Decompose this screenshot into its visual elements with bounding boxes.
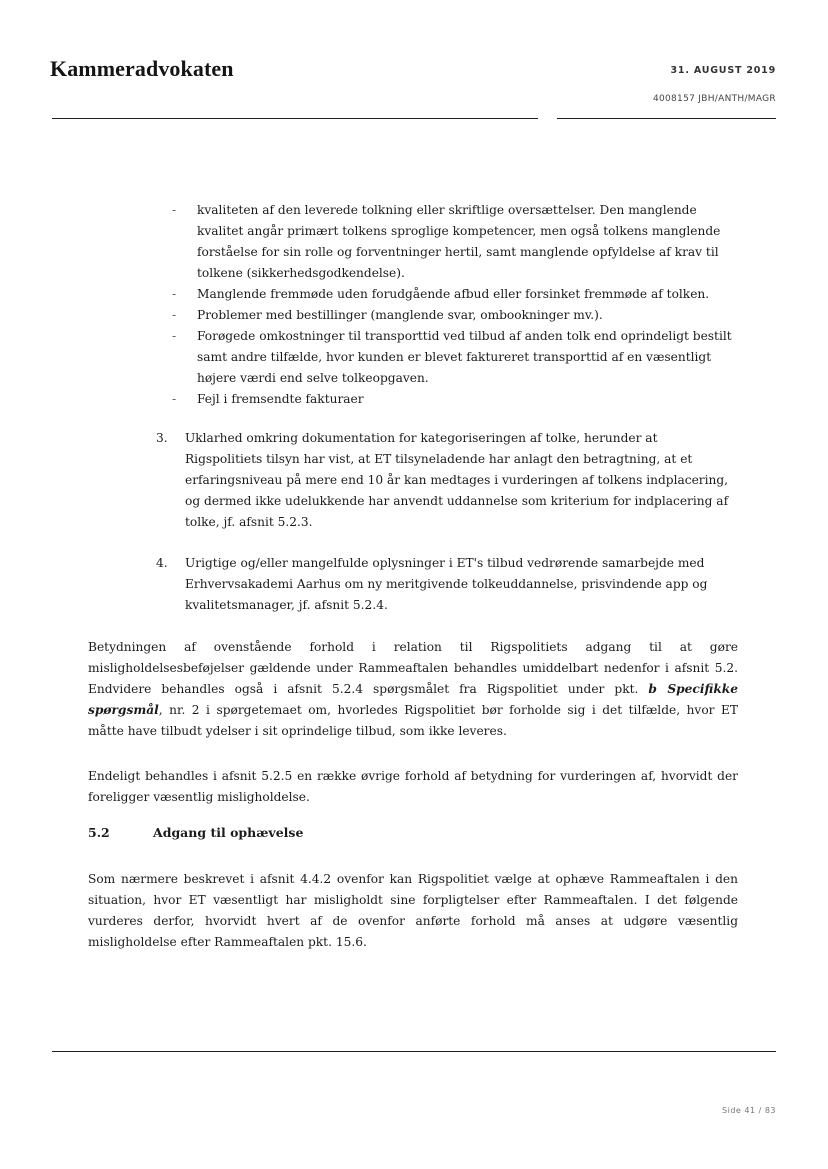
bullet-text: Fejl i fremsendte fakturaer <box>197 392 364 406</box>
document-date: 31. AUGUST 2019 <box>670 65 776 76</box>
paragraph-endeligt: Endeligt behandles i afsnit 5.2.5 en række øvrige forhold af betydning for vurderingen af, hvorvidt der foreligger væsentlig misligholdelse. <box>88 769 738 804</box>
paragraph-text: , nr. 2 i spørgetemaet om, hvorledes Rigspolitiet bør forholde sig i det tilfælde, hvor ET måtte have tilbudt ydelser i sit oprindelige tilbud, som ikke leveres. <box>88 703 738 738</box>
item-number: 3. <box>156 431 168 445</box>
section-number: 5.2 <box>88 825 110 840</box>
section-heading <box>88 825 303 840</box>
paragraph-som-naermere: Som nærmere beskrevet i afsnit 4.4.2 ovenfor kan Rigspolitiet vælge at ophæve Rammeaftalen i den situation, hvor ET væsentligt har misligholdt sine forpligtelser efter Rammeaftalen. I det følgende vurderes derfor, hvorvidt hvert af de ovenfor anførte forhold må anses at udgøre væsentlig misligholdelse efter Rammeaftalen pkt. 15.6. <box>88 872 738 949</box>
dash-bullet-icon: - <box>172 392 177 406</box>
dash-bullet-icon: - <box>172 329 177 343</box>
list-item <box>172 284 742 305</box>
list-item <box>172 389 742 410</box>
emphasis-specifikke-spoergsmaal: b Specifikke spørgsmål <box>88 682 738 717</box>
bullet-list <box>172 200 742 410</box>
list-item <box>172 326 742 389</box>
dash-bullet-icon: - <box>172 287 177 301</box>
paragraph-betydningen <box>88 637 738 742</box>
document-reference: 4008157 JBH/ANTH/MAGR <box>652 94 776 104</box>
item-text: Urigtige og/eller mangelfulde oplysninger i ET's tilbud vedrørende samarbejde med Erhvervsakademi Aarhus om ny meritgivende tolkeuddannelse, prisvindende app og kvalitetsmanager, jf. afsnit 5.2.4. <box>185 556 708 612</box>
bullet-text: kvaliteten af den leverede tolkning eller skriftlige oversættelser. Den manglende kvalitet angår primært tolkens sproglige kompetencer, men også tolkens manglende forståelse for sin rolle og forventninger hertil, samt manglende opfyldelse af krav til tolkene (sikkerhedsgodkendelse). <box>197 203 721 280</box>
section-title: Adgang til ophævelse <box>153 825 304 840</box>
header-rule-left <box>52 118 538 119</box>
list-item <box>172 200 742 284</box>
bullet-text: Forøgede omkostninger til transporttid ved tilbud af anden tolk end oprindeligt bestilt samt andre tilfælde, hvor kunden er blevet faktureret transporttid af en væsentligt højere værdi end selve tolkeopgaven. <box>197 329 732 385</box>
dash-bullet-icon: - <box>172 203 177 217</box>
numbered-item-3 <box>156 428 736 533</box>
bullet-text: Problemer med bestillinger (manglende svar, ombookninger mv.). <box>197 308 603 322</box>
item-number: 4. <box>156 556 168 570</box>
kammeradvokaten-logo: Kammeradvokaten <box>50 56 234 81</box>
item-text: Uklarhed omkring dokumentation for kategoriseringen af tolke, herunder at Rigspolitiets tilsyn har vist, at ET tilsyneladende har anlagt den betragtning, at et erfaringsniveau på mere end 10 år kan medtages i vurderingen af tolkens indplacering, og dermed ikke udelukkende har anvendt uddannelse som kriterium for indplacering af tolke, jf. afsnit 5.2.3. <box>185 431 729 529</box>
dash-bullet-icon: - <box>172 308 177 322</box>
list-item <box>172 305 742 326</box>
footer-rule <box>52 1051 776 1052</box>
page-number: Side 41 / 83 <box>722 1106 776 1115</box>
paragraph-text: Betydningen af ovenstående forhold i relation til Rigspolitiets adgang til at gøre misligholdelsesbeføjelser gældende under Rammeaftalen behandles umiddelbart nedenfor i afsnit 5.2. Endvidere behandles også i afsnit 5.2.4 spørgsmålet fra Rigspolitiet under pkt. <box>88 640 738 696</box>
header-rule-right <box>557 118 776 119</box>
bullet-text: Manglende fremmøde uden forudgående afbud eller forsinket fremmøde af tolken. <box>197 287 710 301</box>
numbered-item-4 <box>156 553 736 616</box>
